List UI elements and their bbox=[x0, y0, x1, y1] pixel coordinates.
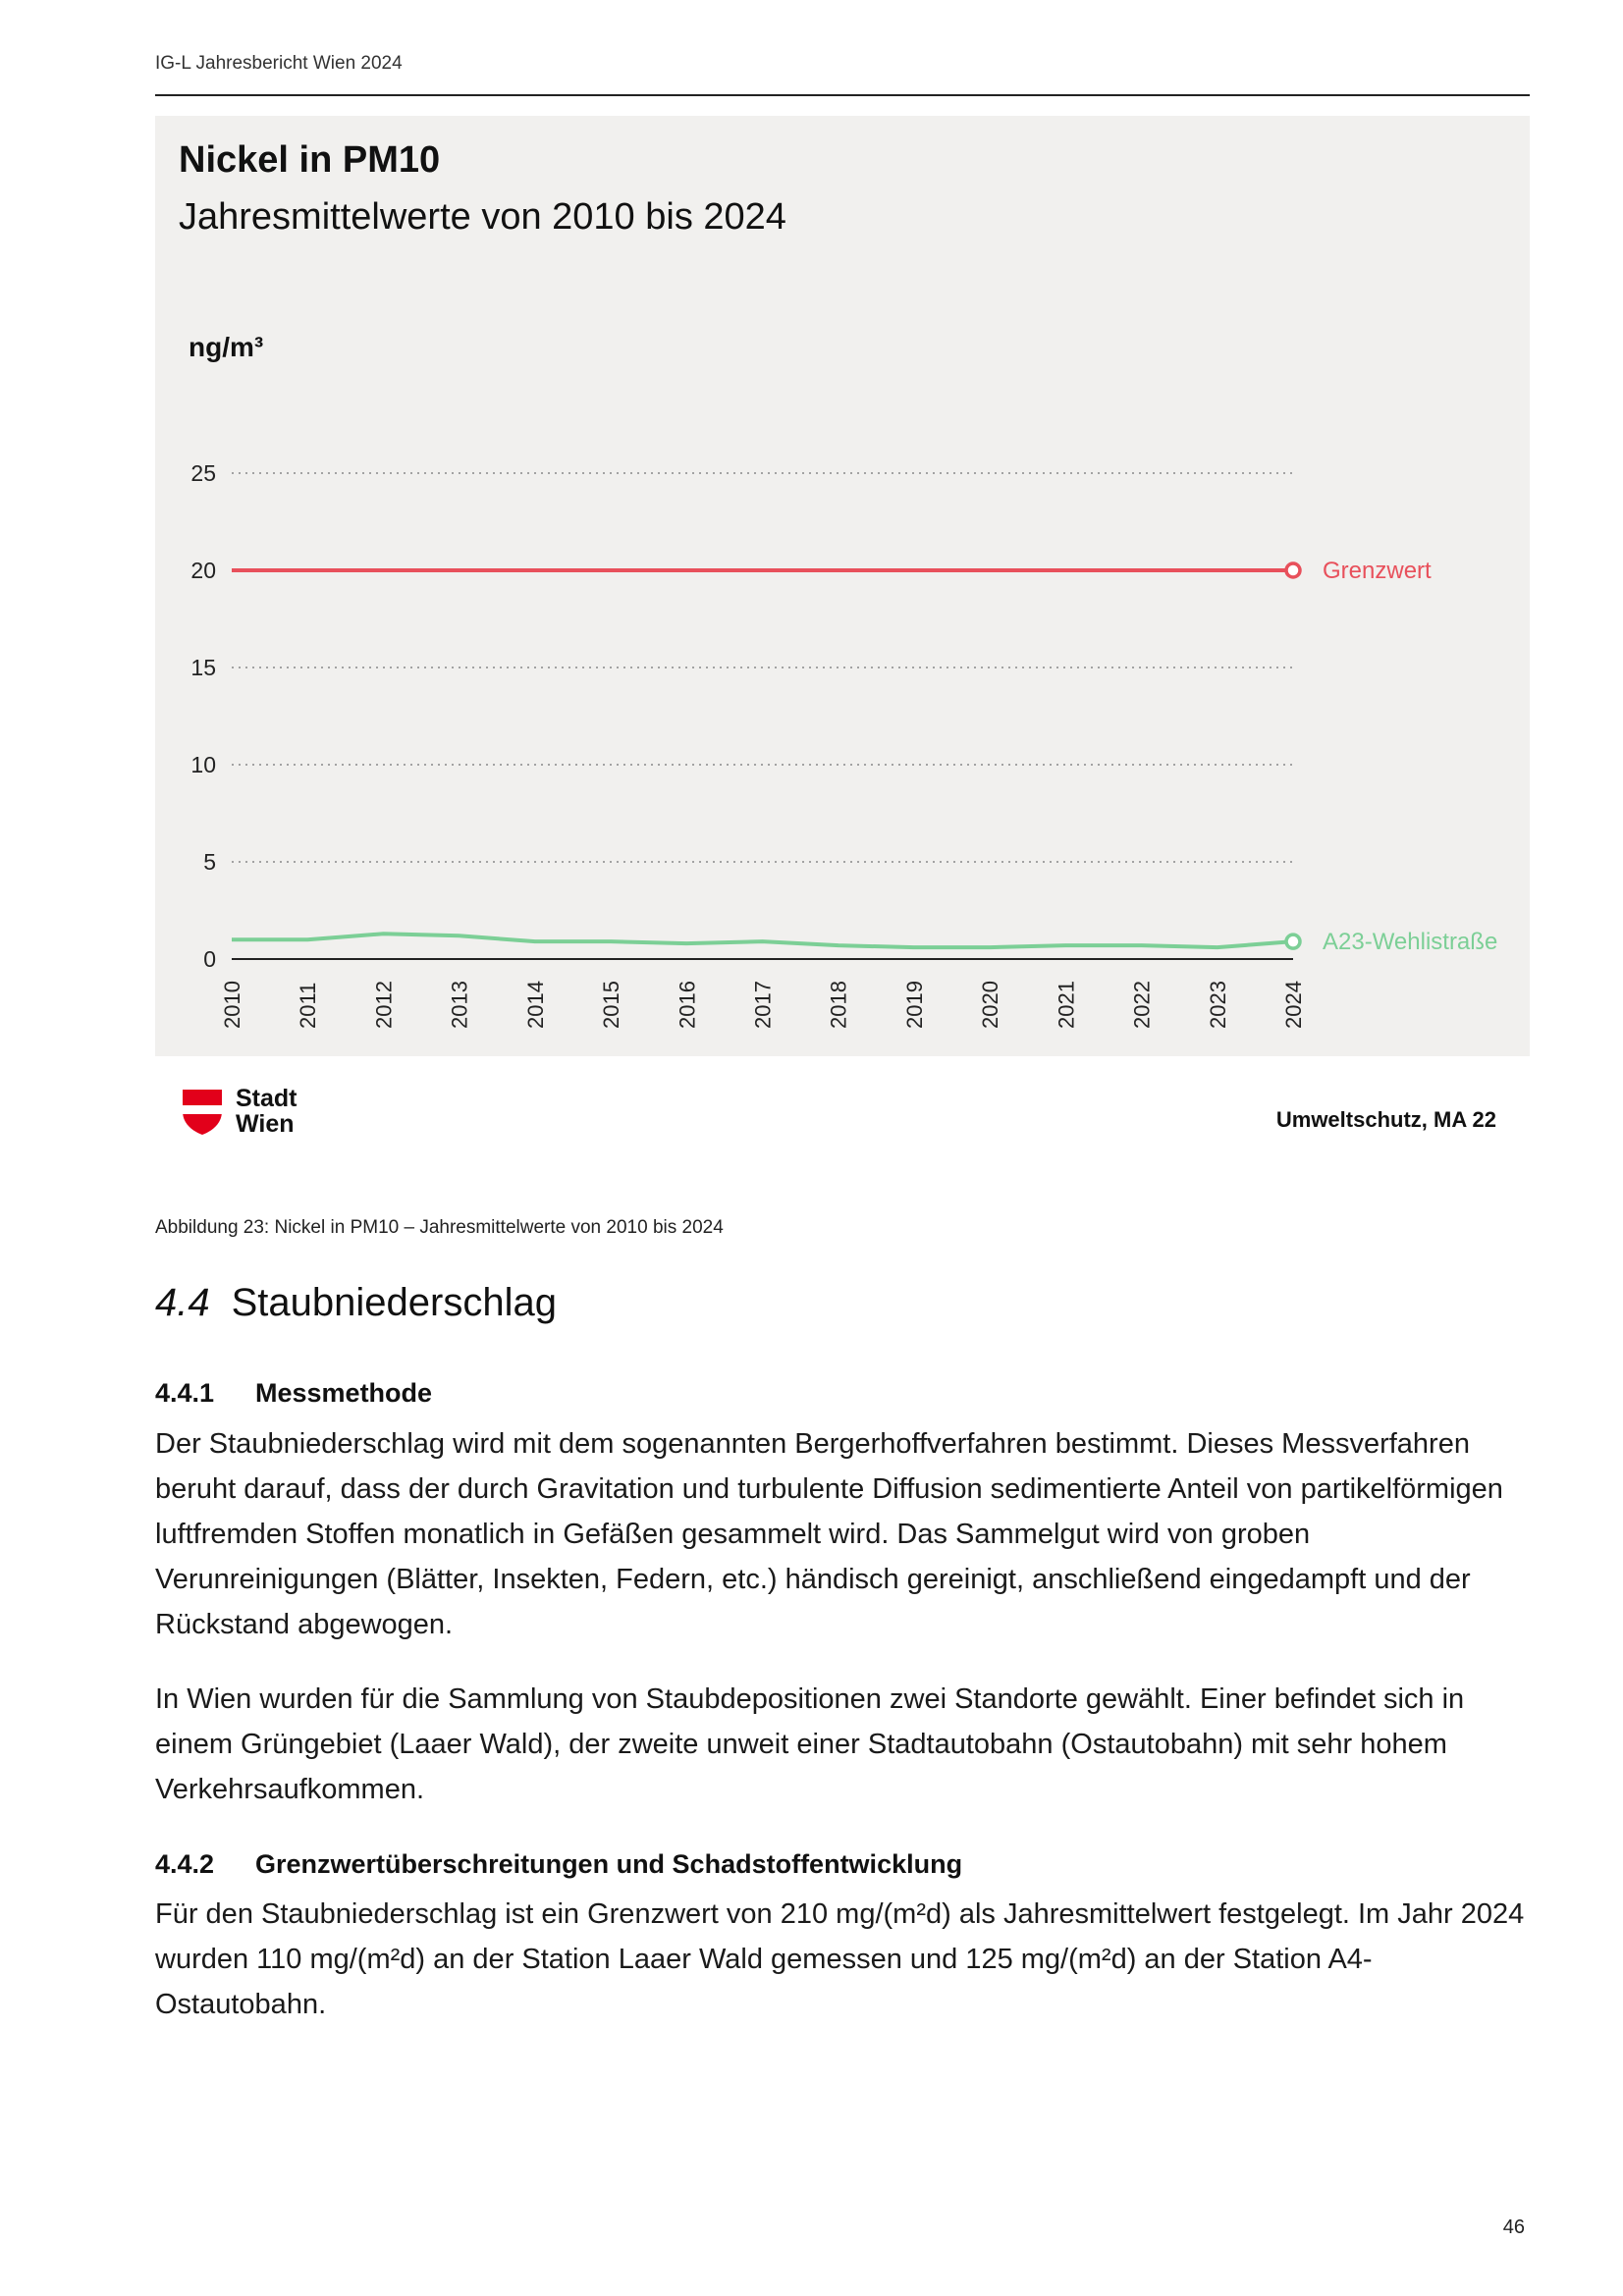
chart-subtitle: Jahresmittelwerte von 2010 bis 2024 bbox=[179, 196, 786, 238]
paragraph-messmethode-1: Der Staubniederschlag wird mit dem sogenannten Bergerhoffverfahren bestimmt. Dieses Messverfahren beruht darauf, dass der durch Gravitation und turbulente Diffusion sedimentierte Anteil von partikelförmigen luftfremden Stoffen monatlich in Gefäßen gesammelt wird. Das Sammelgut wird von groben Verunreinigungen (Blätter, Insekten, Federn, etc.) händisch gereinigt, anschließend eingedampft und der Rückstand abgewogen. bbox=[155, 1428, 1503, 1640]
paragraph-messmethode-2: In Wien wurden für die Sammlung von Staubdepositionen zwei Standorte gewählt. Einer befindet sich in einem Grüngebiet (Laaer Wald), der zweite unweit einer Stadtautobahn (Ostautobahn) mit sehr hohem Verkehrsaufkommen. bbox=[155, 1683, 1465, 1805]
x-tick-label-2022: 2022 bbox=[1129, 981, 1155, 1029]
page-number: 46 bbox=[1502, 2216, 1525, 2238]
subsection-number-2: 4.4.2 bbox=[155, 1849, 215, 1879]
subsection-title-2: Grenzwertüberschreitungen und Schadstoffentwicklung bbox=[255, 1849, 963, 1879]
series-0-point-2024 bbox=[1286, 563, 1300, 577]
x-tick-label-2016: 2016 bbox=[675, 981, 700, 1029]
x-tick-label-2020: 2020 bbox=[978, 981, 1003, 1029]
series-line-1 bbox=[232, 934, 1293, 947]
x-tick-label-2017: 2017 bbox=[750, 981, 776, 1029]
y-tick-label-25: 25 bbox=[190, 460, 216, 486]
y-tick-label-5: 5 bbox=[203, 849, 216, 875]
subsection-heading-2 bbox=[155, 1849, 962, 1880]
x-tick-label-2014: 2014 bbox=[522, 981, 548, 1029]
x-tick-label-2012: 2012 bbox=[371, 981, 397, 1029]
figure-caption: Abbildung 23: Nickel in PM10 – Jahresmittelwerte von 2010 bis 2024 bbox=[155, 1217, 724, 1238]
x-tick-label-2018: 2018 bbox=[826, 981, 851, 1029]
line-chart bbox=[155, 116, 1530, 1056]
logo-line-1: Stadt bbox=[236, 1085, 298, 1112]
y-tick-label-10: 10 bbox=[190, 752, 216, 777]
chart-title: Nickel in PM10 bbox=[179, 139, 441, 181]
chart-figure bbox=[155, 116, 1530, 1056]
x-tick-label-2010: 2010 bbox=[220, 981, 244, 1029]
x-tick-label-2019: 2019 bbox=[901, 981, 927, 1029]
x-tick-label-2023: 2023 bbox=[1205, 981, 1230, 1029]
header-rule bbox=[155, 94, 1530, 96]
logo-line-2: Wien bbox=[236, 1110, 295, 1138]
subsection-title-1: Messmethode bbox=[255, 1378, 433, 1408]
x-tick-label-2015: 2015 bbox=[599, 981, 624, 1029]
y-tick-label-20: 20 bbox=[190, 558, 216, 583]
figure-footer bbox=[155, 1078, 1530, 1147]
series-label-1: A23-Wehlistraße bbox=[1323, 929, 1498, 956]
chart-source: Umweltschutz, MA 22 bbox=[1275, 1107, 1496, 1132]
vienna-shield-icon bbox=[183, 1090, 222, 1135]
stadt-wien-logo-text bbox=[236, 1086, 298, 1137]
series-1-point-2024 bbox=[1286, 934, 1300, 948]
section-number: 4.4 bbox=[155, 1281, 210, 1324]
subsection-heading-1 bbox=[155, 1378, 432, 1409]
paragraph-grenzwert: Für den Staubniederschlag ist ein Grenzwert von 210 mg/(m²d) als Jahresmittelwert festgelegt. Im Jahr 2024 wurden 110 mg/(m²d) an der Station Laaer Wald gemessen und 125 mg/(m²d) an der Station A4-Ostautobahn. bbox=[155, 1898, 1525, 2020]
x-tick-label-2024: 2024 bbox=[1281, 981, 1306, 1029]
x-tick-label-2011: 2011 bbox=[296, 982, 321, 1029]
section-title: Staubniederschlag bbox=[231, 1281, 557, 1324]
x-tick-label-2013: 2013 bbox=[447, 981, 472, 1029]
y-tick-label-15: 15 bbox=[190, 655, 216, 680]
series-label-0: Grenzwert bbox=[1323, 558, 1432, 584]
subsection-number-1: 4.4.1 bbox=[155, 1378, 215, 1408]
running-header: IG-L Jahresbericht Wien 2024 bbox=[155, 53, 403, 74]
x-tick-label-2021: 2021 bbox=[1054, 981, 1079, 1029]
y-tick-label-0: 0 bbox=[203, 946, 216, 972]
y-axis-unit-label: ng/m³ bbox=[189, 332, 264, 362]
section-heading bbox=[155, 1281, 557, 1325]
